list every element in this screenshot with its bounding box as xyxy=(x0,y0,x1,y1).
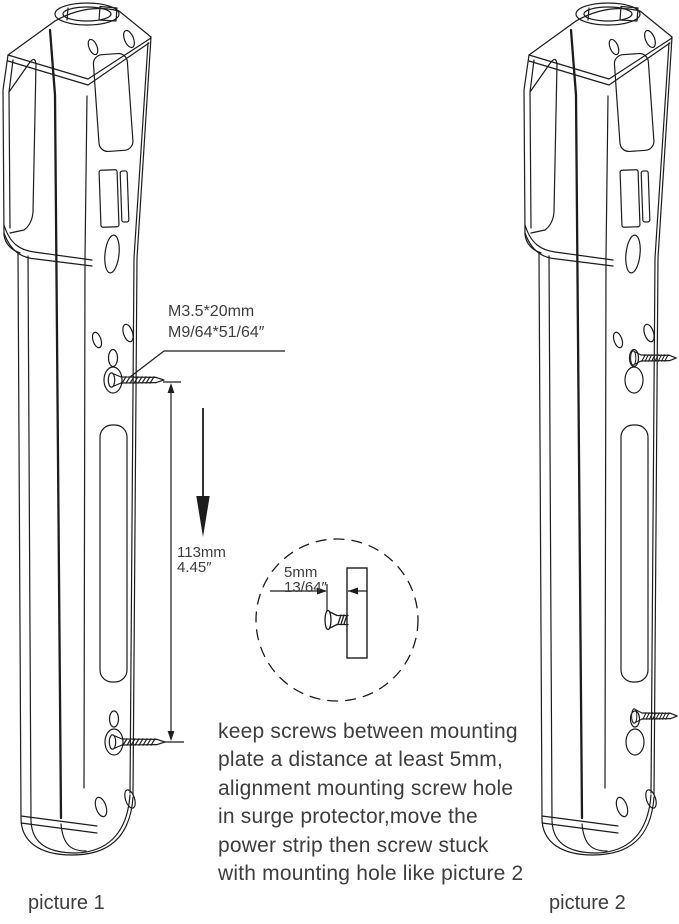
instruction-line: in surge protector,move the xyxy=(218,805,478,829)
detail-circle xyxy=(256,539,418,701)
gap-imperial: 13/64″ xyxy=(284,579,327,596)
screw-top-picture-2 xyxy=(631,351,677,365)
distance-imperial: 4.45″ xyxy=(177,559,212,576)
move-down-arrow xyxy=(196,408,209,537)
instruction-line: keep screws between mounting xyxy=(218,720,518,743)
instruction-line: power strip then screw stuck xyxy=(218,833,489,857)
power-strip-picture-1 xyxy=(3,3,165,855)
screw-spec-metric: M3.5*20mm xyxy=(168,303,255,320)
screw-bottom-picture-1 xyxy=(109,735,165,749)
screw-spec-callout xyxy=(130,303,285,377)
instruction-text xyxy=(218,718,538,888)
dim-arrow-down xyxy=(168,731,175,741)
caption-picture-2: picture 2 xyxy=(549,892,626,914)
gap-metric: 5mm xyxy=(284,564,318,581)
distance-dimension xyxy=(163,382,226,742)
mounting-plate-section xyxy=(347,568,367,658)
instruction-line: plate a distance at least 5mm, xyxy=(218,748,503,772)
instruction-line: with mounting hole like picture 2 xyxy=(218,862,524,886)
detail-screw xyxy=(325,611,348,630)
screw-spec-imperial: M9/64*51/64″ xyxy=(168,324,265,341)
instruction-line: alignment mounting screw hole xyxy=(218,776,514,800)
detail-inset xyxy=(256,539,418,701)
caption-picture-1: picture 1 xyxy=(28,892,105,914)
dim-arrow-up xyxy=(168,383,175,393)
distance-metric: 113mm xyxy=(177,544,226,561)
power-strip-picture-2 xyxy=(524,3,677,855)
spec-leader-line xyxy=(130,351,285,377)
